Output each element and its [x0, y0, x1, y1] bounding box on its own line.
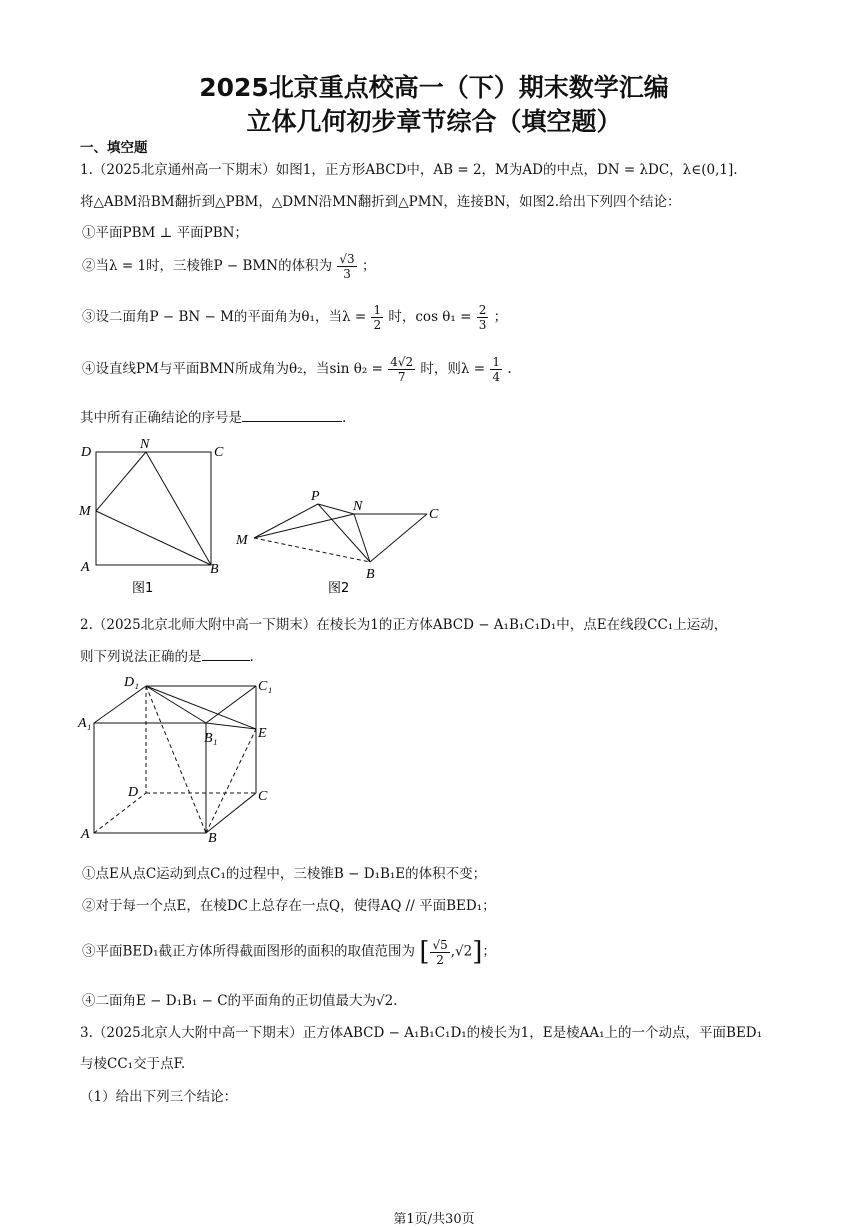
q1-option3-end: ；	[493, 309, 508, 325]
q1-option4	[82, 355, 512, 384]
q1-line2: 将△ABM沿BM翻折到△PBM，△DMN沿MN翻折到△PMN，连接BN，如图2.给出下列四个结论：	[80, 194, 681, 210]
right-bracket: ]	[472, 937, 483, 967]
label-a: A	[81, 827, 90, 842]
q1-option2-end: ；	[361, 258, 376, 274]
label-d: D	[81, 445, 92, 460]
figure-2	[234, 486, 444, 596]
numerator: 1	[492, 355, 501, 369]
q2-line2	[80, 645, 254, 665]
segment-mp	[254, 504, 318, 538]
q1-question-text: 其中所有正确结论的序号是	[80, 410, 242, 426]
edge-b1c1	[206, 686, 256, 723]
q2-option3-upper: ,√2	[450, 943, 473, 960]
edge-a1d1	[94, 686, 146, 723]
segment-bc	[370, 514, 427, 562]
denominator: 7	[397, 370, 406, 384]
denominator: 2	[373, 318, 382, 332]
label-n: N	[140, 437, 150, 452]
cube-front-face	[94, 723, 206, 833]
section-heading: 一、填空题	[80, 140, 148, 156]
q2-option2: ②对于每一个点E，在棱DC上总存在一点Q，使得AQ // 平面BED₁；	[82, 898, 496, 914]
label-n: N	[353, 499, 363, 514]
segment-mb	[96, 511, 211, 565]
q1-option2-text: ②当λ = 1时，三棱锥P − BMN的体积为	[82, 258, 333, 274]
q3-line1: 3.（2025北京人大附中高一下期末）正方体ABCD − A₁B₁C₁D₁的棱长为1，E是棱AA₁上的一个动点，平面BED₁	[80, 1025, 763, 1041]
segment-mn	[254, 514, 354, 538]
label-c1: C₁	[258, 679, 273, 694]
edge-ad-hidden	[94, 793, 146, 833]
left-bracket: [	[419, 937, 430, 967]
square-abcd	[96, 452, 211, 565]
label-c: C	[258, 789, 268, 804]
q3-line3: （1）给出下列三个结论：	[80, 1089, 238, 1105]
fraction	[477, 303, 489, 332]
fraction	[430, 938, 449, 967]
label-b: B	[366, 567, 375, 582]
segment-mb-dashed	[254, 538, 370, 562]
answer-blank[interactable]	[202, 648, 250, 661]
q2-option1: ①点E从点C运动到点C₁的过程中，三棱锥B − D₁B₁E的体积不变；	[82, 866, 487, 882]
segment-d1b1	[146, 686, 206, 723]
q3-line2: 与棱CC₁交于点F.	[80, 1056, 186, 1072]
q1-option4-mid: 时，则λ =	[420, 361, 486, 377]
q2-line1: 2.（2025北京北师大附中高一下期末）在棱长为1的正方体ABCD − A₁B₁C₁D₁中，点E在线段CC₁上运动，	[80, 617, 728, 633]
q1-option4-end: .	[507, 361, 512, 377]
document-title: 2025北京重点校高一（下）期末数学汇编	[199, 73, 669, 102]
figure-cube	[76, 670, 286, 850]
document-subtitle: 立体几何初步章节综合（填空题）	[246, 107, 622, 136]
numerator: 4√2	[390, 355, 414, 369]
fraction	[371, 303, 383, 332]
q1-option4-text: ④设直线PM与平面BMN所成角为θ₂，当sin θ₂ =	[82, 361, 383, 377]
numerator: √5	[432, 937, 448, 952]
q1-option3-text: ③设二面角P − BN − M的平面角为θ₁，当λ =	[82, 309, 367, 325]
q2-line2-end: .	[249, 649, 254, 665]
numerator: 1	[373, 303, 382, 317]
segment-pn	[318, 504, 354, 514]
numerator: 2	[478, 303, 487, 317]
segment-d1b-hidden	[146, 686, 206, 833]
label-e: E	[258, 726, 267, 741]
label-d1: D₁	[124, 675, 139, 690]
page-footer: 第1页/共30页	[393, 1212, 475, 1227]
label-a: A	[81, 560, 90, 575]
edge-bc	[206, 793, 256, 833]
segment-nb	[354, 514, 370, 562]
label-c: C	[429, 507, 439, 522]
q1-option3-mid: 时，cos θ₁ =	[388, 309, 472, 325]
denominator: 3	[478, 318, 487, 332]
label-b1: B₁	[204, 731, 218, 746]
figure-2-caption: 图2	[328, 581, 350, 596]
fraction	[388, 355, 415, 384]
q1-option1: ①平面PBM ⊥ 平面PBN；	[82, 225, 248, 241]
figure-1-caption: 图1	[132, 581, 154, 596]
denominator: 2	[436, 952, 444, 967]
label-m: M	[79, 504, 91, 519]
fraction	[337, 252, 356, 281]
q2-line2-text: 则下列说法正确的是	[80, 649, 202, 665]
q2-option3-end: ；	[482, 943, 496, 960]
segment-nb	[146, 452, 211, 565]
q1-question	[80, 406, 346, 426]
fraction	[490, 355, 502, 384]
denominator: 3	[343, 267, 351, 281]
q1-question-end: .	[342, 410, 347, 426]
label-b: B	[210, 562, 219, 577]
q1-line1: 1.（2025北京通州高一下期末）如图1，正方形ABCD中，AB = 2，M为AD的中点，DN = λDC，λ∈(0,1].	[80, 162, 738, 178]
q2-option4: ④二面角E − D₁B₁ − C的平面角的正切值最大为√2.	[82, 993, 398, 1009]
label-p: P	[311, 489, 320, 504]
answer-blank[interactable]	[242, 409, 342, 422]
q2-option3-text: ③平面BED₁截正方体所得截面图形的面积的取值范围为	[82, 943, 416, 960]
q1-option2	[82, 252, 375, 281]
denominator: 4	[492, 370, 501, 384]
numerator: √3	[339, 252, 355, 266]
label-a1: A₁	[78, 716, 92, 731]
label-d: D	[128, 785, 139, 800]
q1-option3	[82, 303, 507, 332]
segment-mn	[96, 452, 146, 511]
label-m: M	[236, 533, 248, 548]
label-c: C	[214, 445, 224, 460]
q2-option3	[82, 937, 496, 967]
figure-1	[76, 436, 226, 596]
label-b: B	[208, 831, 217, 846]
